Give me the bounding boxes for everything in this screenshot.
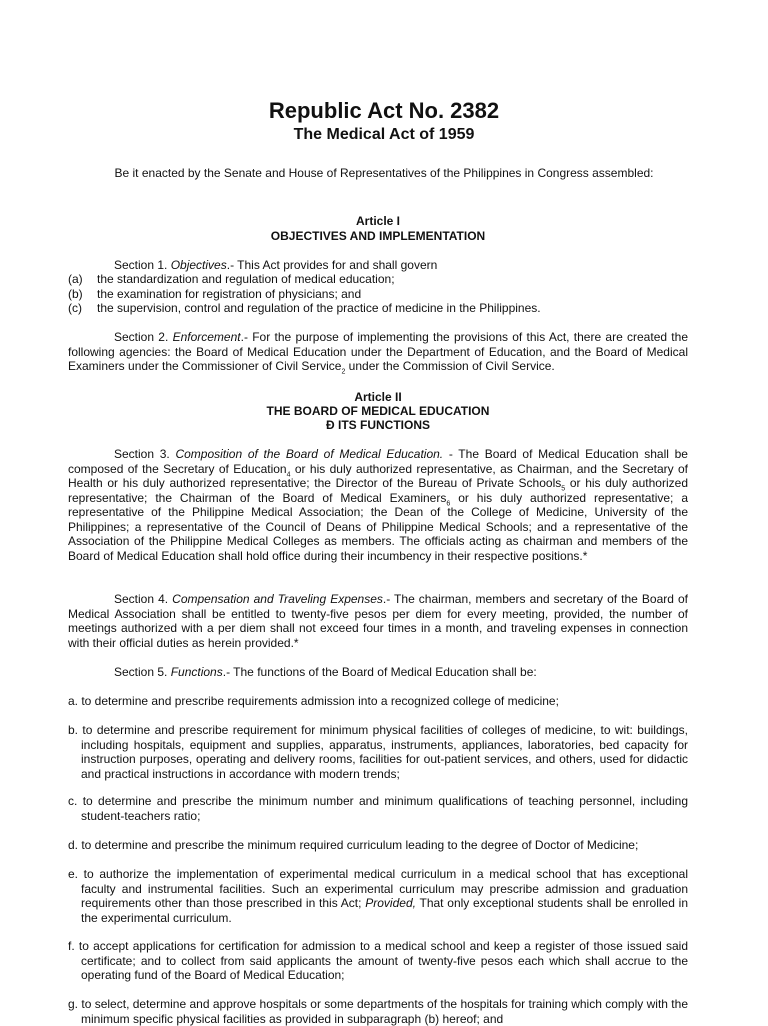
footnote-marker: 6 — [446, 499, 451, 507]
section-5-title: Functions — [170, 665, 223, 679]
section-4-title: Compensation and Traveling Expenses — [172, 592, 383, 606]
footnote-marker: 2 — [341, 368, 346, 376]
document-title: Republic Act No. 2382 — [268, 98, 500, 123]
section-2-text: .- For the purpose of implementing the provisions of this Act, there are created the following agencies: the Board of Medical Education under the Department of Education, and the Board of Medical Examiners under the Commissioner of Civil Service — [68, 330, 688, 373]
list-item-text: the examination for registration of physicians; and — [97, 287, 362, 301]
function-item-b: b. to determine and prescribe requirement for minimum physical facilities of colleges of medicine, to wit: buildings, including hospitals, equipment and supplies, apparatus, instruments, appliances, laboratories, bed capacity for instruction purposes, operating and delivery rooms, facilities for out-patient services, and others, used for didactic and practical instructions in accordance with modern trends; — [68, 723, 688, 781]
footnote-marker: 4 — [286, 470, 291, 478]
section-3-title: Composition of the Board of Medical Education. — [175, 447, 444, 461]
function-item-d: d. to determine and prescribe the minimum required curriculum leading to the degree of Doctor of Medicine; — [68, 838, 639, 852]
function-item-f: f. to accept applications for certification for admission to a medical school and keep a register of those issued said certificate; and to collect from said applicants the amount of twenty-five pesos each which shall accrue to the operating fund of the Board of Medical Education; — [68, 939, 688, 982]
list-item-label: (b) — [68, 287, 83, 301]
section-4-text: .- The chairman, members and secretary of the Board of Medical Association shall be entitled to twenty-five pesos per diem for every meeting, provided, the number of meetings authorized with a per diem shall not exceed four times in a month, and traveling expenses in connection with their official duties as herein provided.* — [68, 592, 688, 650]
section-2 — [68, 330, 688, 374]
document-subtitle: The Medical Act of 1959 — [293, 126, 475, 143]
section-1-intro — [68, 258, 688, 273]
article-1-heading: OBJECTIVES AND IMPLEMENTATION — [270, 229, 486, 243]
function-item-a: a. to determine and prescribe requirements admission into a recognized college of medicine; — [68, 694, 559, 708]
section-1-title: Objectives — [170, 258, 227, 272]
article-2-number: Article II — [354, 390, 402, 404]
list-item — [68, 301, 541, 316]
list-item — [68, 272, 395, 287]
section-5-prefix: Section 5. — [114, 665, 171, 679]
function-item-c: c. to determine and prescribe the minimum number and minimum qualifications of teaching personnel, including student-teachers ratio; — [68, 794, 688, 823]
list-item-text: the standardization and regulation of medical education; — [97, 272, 395, 286]
section-5-text: .- The functions of the Board of Medical Education shall be: — [222, 665, 537, 679]
section-4 — [68, 592, 688, 650]
section-1-prefix: Section 1. — [114, 258, 171, 272]
section-2-text-end: under the Commission of Civil Service. — [345, 359, 555, 373]
section-2-prefix: Section 2. — [114, 330, 173, 344]
list-item — [68, 287, 361, 302]
article-1-number: Article I — [355, 214, 400, 228]
section-1-text: .- This Act provides for and shall govern — [226, 258, 438, 272]
section-3-text: or his duly authorized representative; the Chairman of the Board of Medical Examiners — [68, 476, 688, 505]
section-3-prefix: Section 3. — [114, 447, 176, 461]
article-2-subheading: Ð ITS FUNCTIONS — [326, 418, 430, 432]
function-item-e-text-end: That only exceptional students shall be enrolled in the experimental curriculum. — [81, 896, 688, 925]
section-3-text: - The Board of Medical Education shall be composed of the Secretary of Education — [68, 447, 688, 476]
footnote-marker: 5 — [561, 485, 566, 493]
function-item-e — [68, 867, 688, 925]
section-5 — [68, 665, 688, 680]
enacting-clause: Be it enacted by the Senate and House of Representatives of the Philippines in Congress assembled: — [114, 166, 654, 180]
section-3-text: or his duly authorized representative, as Chairman, and the Secretary of Health or his duly authorized representative; the Director of the Bureau of Private Schools — [68, 461, 688, 490]
section-2-title: Enforcement — [172, 330, 241, 344]
function-item-g: g. to select, determine and approve hospitals or some departments of the hospitals for training which comply with the minimum specific physical facilities as provided in subparagraph (b) hereof; and — [68, 997, 688, 1026]
list-item-text: the supervision, control and regulation of the practice of medicine in the Philippines. — [97, 301, 541, 315]
article-2-heading: THE BOARD OF MEDICAL EDUCATION — [266, 404, 490, 418]
section-3-text: or his duly authorized representative; a representative of the Philippine Medical Association; the Dean of the College of Medicine, University of the Philippines; a representative of the Council of Deans of Philippine Medical Schools; and a representative of the Association of the Philippine Medical Colleges as members. The officials acting as chairman and members of the Board of Medical Education shall hold office during their incumbency in their respective positions.* — [68, 490, 688, 563]
section-3 — [68, 447, 688, 563]
list-item-label: (c) — [68, 301, 82, 315]
function-item-e-text: e. to authorize the implementation of experimental medical curriculum in a medical school that has exceptional faculty and instrumental facilities. Such an experimental curriculum may prescribe admission and graduation requirements other than those prescribed in this Act; — [68, 867, 688, 910]
section-4-prefix: Section 4. — [114, 592, 173, 606]
function-item-e-proviso: Provided, — [365, 896, 416, 910]
list-item-label: (a) — [68, 272, 83, 286]
